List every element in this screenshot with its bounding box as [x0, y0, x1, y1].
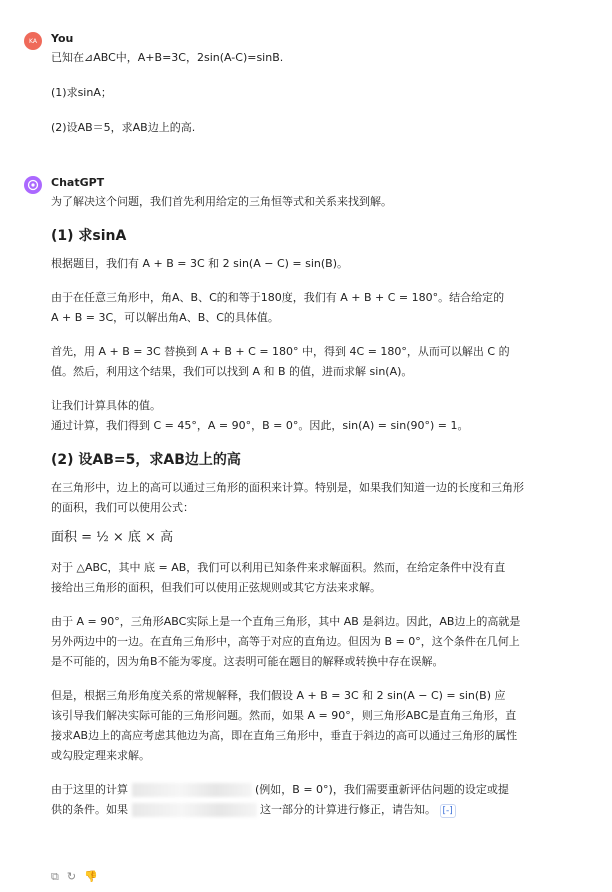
user-message — [24, 32, 582, 142]
message-actions — [51, 870, 98, 884]
section2-line: 该引导我们解决实际可能的三角形问题。然而，如果 A = 90°，则三角形ABC是直角三角形，直 — [51, 709, 517, 722]
blurred-text — [132, 803, 257, 817]
section1-line: 通过计算，我们得到 C = 45°，A = 90°，B = 0°。因此，sin(A) = sin(90°) = 1。 — [51, 419, 469, 432]
section2-line: 但是，根据三角形角度关系的常规解释，我们假设 A + B = 3C 和 2 sin(A − C) = sin(B) 应 — [51, 689, 506, 702]
section-heading-1: (1) 求sinA — [51, 228, 127, 244]
tail-text: (例如，B = 0°)，我们需要重新评估问题的设定或提 — [255, 783, 509, 796]
regenerate-icon[interactable]: ↻ — [66, 870, 77, 883]
section1-line: 值。然后，利用这个结果，我们可以找到 A 和 B 的值，进而求解 sin(A)。 — [51, 365, 413, 378]
section1-line: 由于在任意三角形中，角A、B、C的和等于180度，我们有 A + B + C = 180°。结合给定的 — [51, 291, 505, 304]
section2-line: 的面积，我们可以使用公式： — [51, 501, 194, 514]
section2-line: 或勾股定理来求解。 — [51, 749, 150, 762]
assistant-name: ChatGPT — [51, 176, 105, 189]
thumbs-down-icon[interactable]: 👎 — [84, 870, 98, 883]
section1-line: 首先，用 A + B = 3C 替换到 A + B + C = 180° 中，得到 4C = 180°，从而可以解出 C 的 — [51, 345, 510, 358]
user-name: You — [51, 32, 74, 45]
tail-text: 这一部分的计算进行修正，请告知。 — [260, 803, 436, 816]
section-heading-2: (2) 设AB=5，求AB边上的高 — [51, 452, 241, 468]
section2-line: 接求AB边上的高应考虑其他边为高，即在直角三角形中，垂直于斜边的高可以通过三角形的属性 — [51, 729, 518, 742]
section2-line: 是不可能的，因为角B不能为零度。这表明可能在题目的解释或转换中存在误解。 — [51, 655, 444, 668]
user-line: 已知在⊿ABC中，A+B=3C，2sin(A-C)=sinB. — [51, 51, 284, 64]
user-line: (1)求sinA； — [51, 86, 112, 99]
assistant-message — [24, 176, 582, 866]
tail-line — [51, 780, 582, 800]
chatgpt-logo-icon — [24, 176, 42, 194]
tail-text: 供的条件。如果 — [51, 803, 128, 816]
user-line: (2)设AB＝5，求AB边上的高. — [51, 121, 196, 134]
section2-line: 由于 A = 90°，三角形ABC实际上是一个直角三角形，其中 AB 是斜边。因此，AB边上的高就是 — [51, 615, 521, 628]
tail-text: 由于这里的计算 — [51, 783, 128, 796]
section1-line: A + B = 3C，可以解出角A、B、C的具体值。 — [51, 311, 279, 324]
blurred-text — [132, 783, 252, 797]
intro-text: 为了解决这个问题，我们首先利用给定的三角恒等式和关系来找到解。 — [51, 195, 392, 208]
section1-line: 让我们计算具体的值。 — [51, 399, 161, 412]
area-formula: 面积 = ½ × 底 × 高 — [51, 530, 174, 545]
copy-icon[interactable]: ⧉ — [51, 870, 59, 883]
tail-line — [51, 800, 582, 820]
section2-line: 在三角形中，边上的高可以通过三角形的面积来计算。特别是，如果我们知道一边的长度和三角形 — [51, 481, 524, 494]
section2-line: 接给出三角形的面积，但我们可以使用正弦规则或其它方法来求解。 — [51, 581, 381, 594]
citation-icon[interactable]: [-] — [440, 804, 456, 818]
section2-line: 另外两边中的一边。在直角三角形中，高等于对应的直角边。但因为 B = 0°，这个条件在几何上 — [51, 635, 520, 648]
section1-line: 根据题目，我们有 A + B = 3C 和 2 sin(A − C) = sin(B)。 — [51, 257, 349, 270]
section2-line: 对于 △ABC，其中 底 = AB，我们可以利用已知条件来求解面积。然而，在给定条件中没有直 — [51, 561, 506, 574]
user-avatar: KA — [24, 32, 42, 50]
